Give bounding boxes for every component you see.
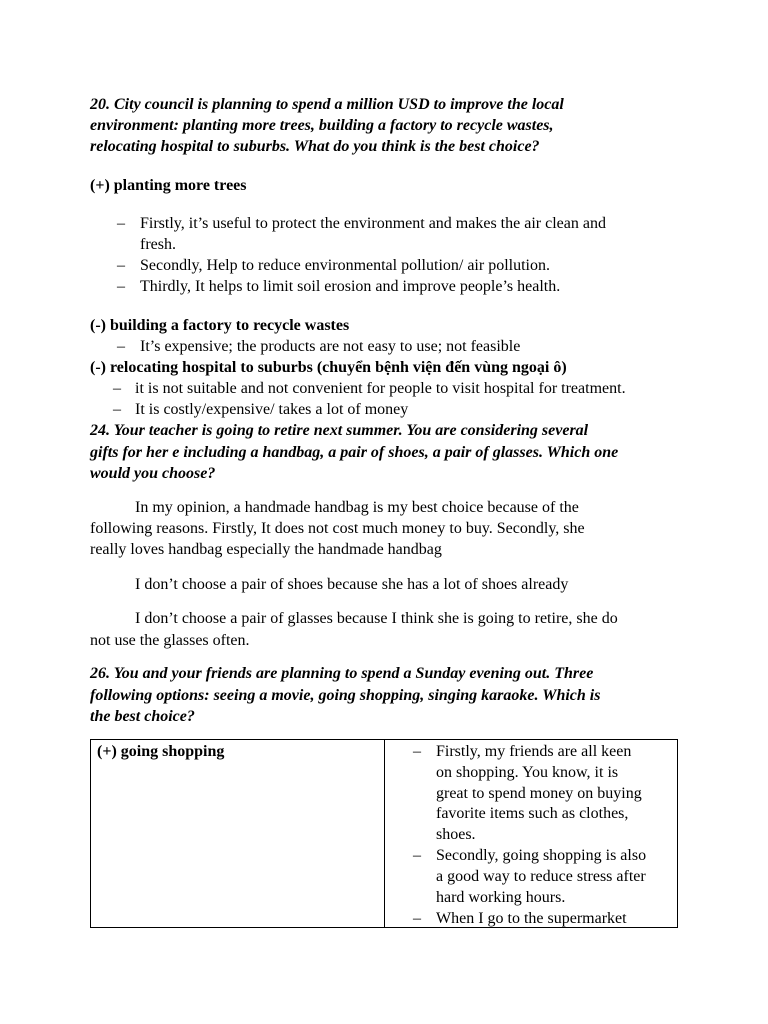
q20-minus2-item-1: it is not suitable and not convenient for people to visit hospital for treatment. [135,380,626,397]
q20-plus-item-2: Secondly, Help to reduce environmental pollution/ air pollution. [140,257,550,274]
list-dash: – [117,278,125,295]
reason-line: a good way to reduce stress after [436,868,646,885]
list-dash: – [117,338,125,355]
list-dash: – [413,743,421,760]
q24-para3-line-1: I don’t choose a pair of glasses because I think she is going to retire, she do [135,610,618,627]
q26-title-line-3: the best choice? [90,708,195,725]
reason-line: shoes. [436,826,476,843]
q24-para1-line-2: following reasons. Firstly, It does not cost much money to buy. Secondly, she [90,520,585,537]
list-dash: – [413,910,421,927]
q24-title-line-2: gifts for her e including a handbag, a pair of shoes, a pair of glasses. Which one [90,444,619,461]
q24-para2: I don’t choose a pair of shoes because she has a lot of shoes already [135,576,569,593]
list-dash: – [117,215,125,232]
reason-line: on shopping. You know, it is [436,764,619,781]
reason-line: favorite items such as clothes, [436,805,629,822]
table-cell-option [91,740,385,928]
q20-plus-item-1-line-1: Firstly, it’s useful to protect the environment and makes the air clean and [140,215,606,232]
q26-title-line-1: 26. You and your friends are planning to spend a Sunday evening out. Three [90,665,594,682]
list-dash: – [113,380,121,397]
reason-line: Secondly, going shopping is also [436,847,647,864]
q20-minus1-heading: (-) building a factory to recycle wastes [90,317,350,334]
reason-line: Firstly, my friends are all keen [436,743,632,760]
q20-minus1-item-1: It’s expensive; the products are not easy to use; not feasible [140,338,521,355]
q26-options-table [90,739,678,928]
q20-title-line-3: relocating hospital to suburbs. What do you think is the best choice? [90,138,540,155]
q20-minus2-heading: (-) relocating hospital to suburbs (chuyển bệnh viện đến vùng ngoại ô) [90,359,567,376]
q24-title-line-1: 24. Your teacher is going to retire next summer. You are considering several [90,422,589,439]
q20-minus2-item-2: It is costly/expensive/ takes a lot of money [135,401,409,418]
table-row [91,740,678,928]
q24-para1-line-1: In my opinion, a handmade handbag is my best choice because of the [135,499,579,516]
list-dash: – [413,847,421,864]
q24-para1-line-3: really loves handbag especially the handmade handbag [90,541,442,558]
reason-line: great to spend money on buying [436,785,642,802]
reason-line: hard working hours. [436,889,566,906]
q24-para3-line-2: not use the glasses often. [90,632,250,649]
q20-plus-heading: (+) planting more trees [90,177,247,194]
q20-title-line-1: 20. City council is planning to spend a million USD to improve the local [90,96,564,113]
option-label: (+) going shopping [97,743,225,760]
q20-title-line-2: environment: planting more trees, building a factory to recycle wastes, [90,117,554,134]
q24-title-line-3: would you choose? [90,465,216,482]
reason-line: When I go to the supermarket [436,910,627,927]
list-dash: – [117,257,125,274]
q20-plus-item-3: Thirdly, It helps to limit soil erosion and improve people’s health. [140,278,561,295]
q26-title-line-2: following options: seeing a movie, going shopping, singing karaoke. Which is [90,687,601,704]
q20-plus-item-1-line-2: fresh. [140,236,176,253]
table-cell-reasons [385,740,678,928]
list-dash: – [113,401,121,418]
